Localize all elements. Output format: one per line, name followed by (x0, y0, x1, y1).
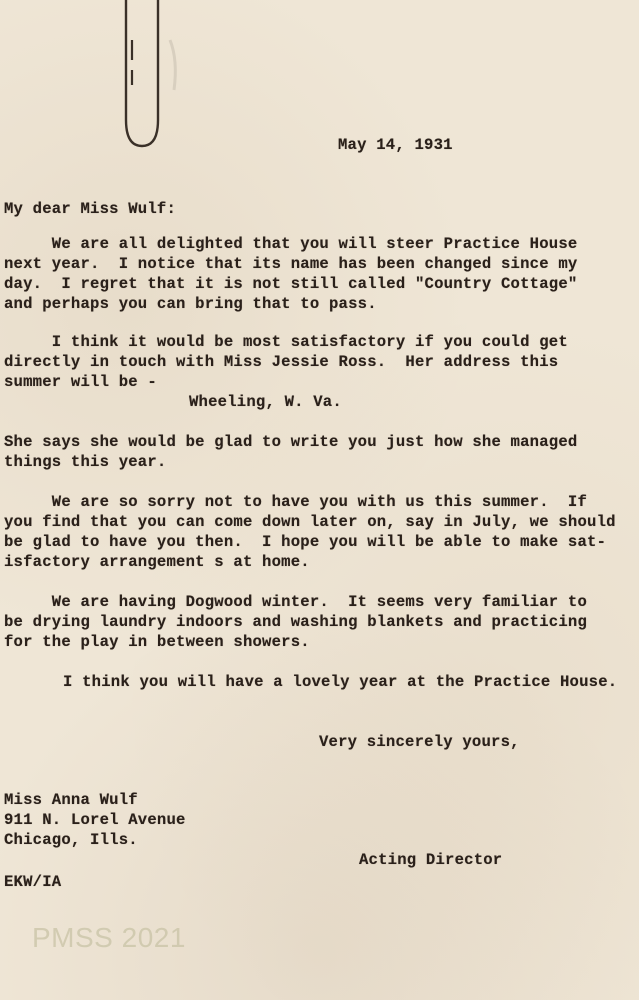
salutation: My dear Miss Wulf: (4, 200, 177, 218)
closing: Very sincerely yours, (319, 733, 520, 751)
signature-title: Acting Director (359, 851, 503, 869)
watermark: PMSS 2021 (32, 922, 186, 953)
paragraph-2: I think it would be most satisfactory if you could get directly in touch with Miss Jessie Ross. Her address this summer will be - (4, 333, 568, 391)
paper-clip-mark (118, 0, 188, 150)
ross-address: Wheeling, W. Va. (189, 393, 342, 411)
recipient-address: Miss Anna Wulf 911 N. Lorel Avenue Chicago, Ills. (4, 791, 186, 849)
reference-initials: EKW/IA (4, 873, 62, 891)
paragraph-5: We are having Dogwood winter. It seems very familiar to be drying laundry indoors and washing blankets and practicing for the play in between showers. (4, 593, 588, 651)
letter-date: May 14, 1931 (338, 136, 453, 154)
paragraph-1: We are all delighted that you will steer Practice House next year. I notice that its name has been changed since my day. I regret that it is not still called "Country Cottage" and perhaps you can bring that to pass. (4, 235, 578, 313)
paragraph-6: I think you will have a lovely year at the Practice House. (63, 673, 618, 691)
paragraph-4: We are so sorry not to have you with us this summer. If you find that you can come down later on, say in July, we should be glad to have you then. I hope you will be able to make sat- isfactory arrangement s at home. (4, 493, 616, 571)
paragraph-3: She says she would be glad to write you just how she managed things this year. (4, 433, 578, 471)
